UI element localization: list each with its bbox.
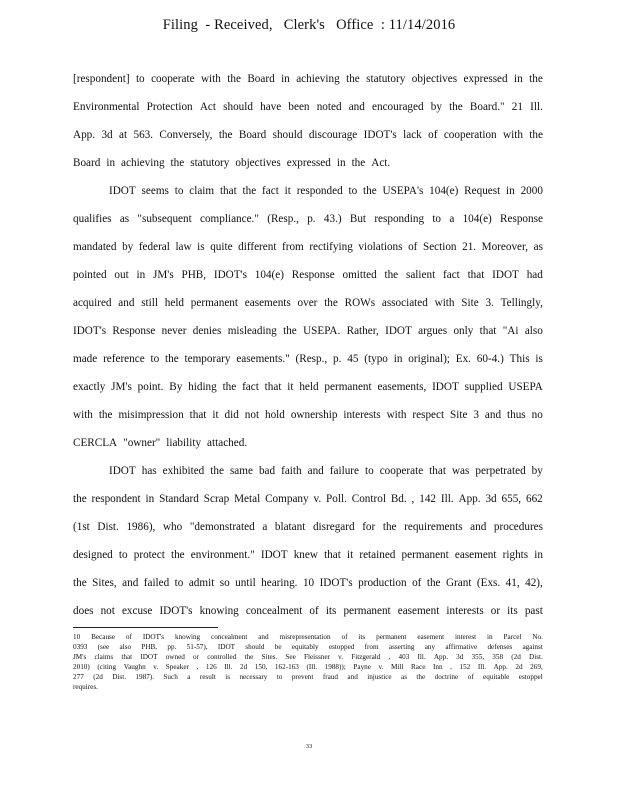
body-line: mandated by federal law is quite different from rectifying violations of Section 21. Moreover, as: [73, 241, 543, 253]
footnote-line: 0393 (see also PHB, pp. 51-57), IDOT should be equitably estopped from asserting any affirmative defenses against: [73, 643, 543, 651]
filing-header: Filing - Received, Clerk's Office : 11/14/2016: [162, 17, 456, 33]
footnote-line: 2010) (citing Vaughn v. Speaker , 126 Ill. 2d 150, 162-163 (Ill. 1988)); Payne v. Mill Race Inn , 152 Ill. App. 2d 269,: [73, 663, 543, 671]
body-line: IDOT's Response never denies misleading the USEPA. Rather, IDOT argues only that "Ai also: [73, 325, 543, 337]
footnote-line: 10 Because of IDOT's knowing concealment and misrepresentation of its permanent easement interest in Parcel No.: [73, 633, 543, 641]
body-line: pointed out in JM's PHB, IDOT's 104(e) Response omitted the salient fact that IDOT had: [73, 269, 543, 281]
body-line: IDOT seems to claim that the fact it responded to the USEPA's 104(e) Request in 2000: [109, 185, 543, 197]
page-number: 33: [305, 743, 313, 750]
body-line: IDOT has exhibited the same bad faith and failure to cooperate that was perpetrated by: [109, 465, 543, 477]
body-line: App. 3d at 563. Conversely, the Board should discourage IDOT's lack of cooperation with the: [73, 129, 543, 141]
body-line: designed to protect the environment." IDOT knew that it retained permanent easement rights in: [73, 549, 543, 561]
body-line: CERCLA "owner" liability attached.: [73, 437, 248, 449]
body-line: Environmental Protection Act should have been noted and encouraged by the Board." 21 Ill.: [73, 101, 543, 113]
body-line: exactly JM's point. By hiding the fact that it held permanent easements, IDOT supplied USEPA: [73, 381, 543, 393]
body-line: acquired and still held permanent easements over the ROWs associated with Site 3. Tellingly,: [73, 297, 543, 309]
footnote-line: requires.: [73, 683, 98, 691]
footnote-divider: [73, 627, 218, 628]
body-line: the respondent in Standard Scrap Metal Company v. Poll. Control Bd. , 142 Ill. App. 3d 655, 662: [73, 493, 543, 505]
footnote-line: JM's claims that IDOT owned or controlled the Sites. See Fleissner v. Fitzgerald , 403 Ill. App. 3d 355, 358 (2d Dist.: [73, 653, 543, 661]
body-line: with the misimpression that it did not hold ownership interests with respect Site 3 and thus no: [73, 409, 543, 421]
body-line: [respondent] to cooperate with the Board in achieving the statutory objectives expressed in the: [73, 73, 543, 85]
body-line: the Sites, and failed to admit so until hearing. 10 IDOT's production of the Grant (Exs. 41, 42),: [73, 577, 543, 589]
body-line: made reference to the temporary easements." (Resp., p. 45 (typo in original); Ex. 60-4.) This is: [73, 353, 543, 365]
body-line: qualifies as "subsequent compliance." (Resp., p. 43.) But responding to a 104(e) Response: [73, 213, 543, 225]
body-line: (1st Dist. 1986), who "demonstrated a blatant disregard for the requirements and procedures: [73, 521, 543, 533]
footnote-line: 277 (2d Dist. 1987). Such a result is necessary to prevent fraud and injustice as the doctrine of equitable estoppel: [73, 673, 543, 681]
body-line: does not excuse IDOT's knowing concealment of its permanent easement interests or its past: [73, 605, 543, 617]
body-line: Board in achieving the statutory objectives expressed in the Act.: [73, 157, 391, 169]
